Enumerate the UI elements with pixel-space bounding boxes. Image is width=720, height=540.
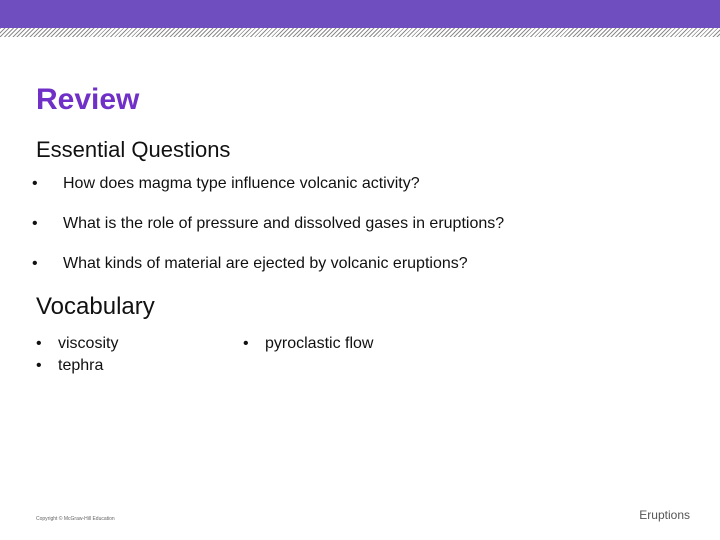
bullet: • (32, 175, 38, 192)
hatched-divider (0, 28, 720, 37)
bullet: • (36, 335, 42, 352)
essential-questions-heading: Essential Questions (36, 137, 231, 162)
vocabulary-list-right (243, 333, 373, 355)
bullet: • (32, 215, 38, 232)
footer-topic-label: Eruptions (639, 508, 690, 522)
bullet: • (32, 255, 38, 272)
vocabulary-list-left (36, 333, 118, 377)
copyright-notice: Copyright © McGraw-Hill Education (36, 516, 115, 522)
bullet: • (243, 335, 249, 352)
vocabulary-item (243, 333, 373, 355)
vocabulary-term: tephra (58, 357, 104, 374)
top-banner (0, 0, 720, 28)
vocabulary-term: pyroclastic flow (265, 335, 374, 352)
vocabulary-term: viscosity (58, 335, 119, 352)
question-text: What is the role of pressure and dissolved gases in eruptions? (63, 215, 505, 232)
vocabulary-heading: Vocabulary (36, 293, 155, 320)
slide-title: Review (36, 83, 140, 116)
question-text: How does magma type influence volcanic activity? (63, 175, 420, 192)
vocabulary-item (36, 333, 118, 355)
vocabulary-item (36, 355, 118, 377)
bullet: • (36, 357, 42, 374)
question-text: What kinds of material are ejected by volcanic eruptions? (63, 255, 468, 272)
